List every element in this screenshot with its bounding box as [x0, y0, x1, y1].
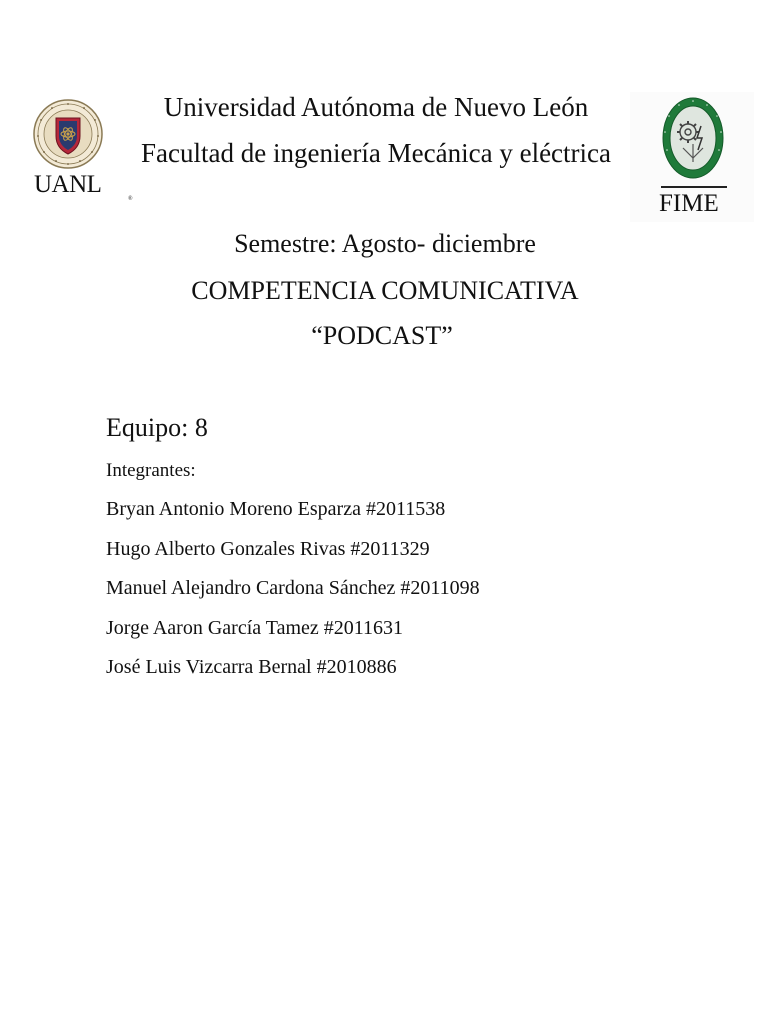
members-list	[106, 497, 480, 695]
member-item: Bryan Antonio Moreno Esparza #2011538	[106, 498, 446, 520]
team-label: Equipo: 8	[106, 413, 208, 442]
member-item: José Luis Vizcarra Bernal #2010886	[106, 656, 397, 678]
fime-wordmark: FIME	[659, 190, 719, 217]
document-title: “PODCAST”	[311, 321, 453, 350]
member-item: Jorge Aaron García Tamez #2011631	[106, 616, 404, 639]
faculty-name: Facultad de ingeniería Mecánica y eléctrica	[141, 138, 611, 168]
registered-mark: ®	[128, 196, 133, 202]
university-name: Universidad Autónoma de Nuevo León	[163, 92, 589, 122]
course-name: COMPETENCIA COMUNICATIVA	[191, 276, 579, 305]
member-item: Hugo Alberto Gonzales Rivas #2011329	[106, 537, 430, 560]
members-label: Integrantes:	[106, 460, 196, 481]
semester-line: Semestre: Agosto- diciembre	[234, 229, 536, 258]
uanl-wordmark: UANL	[34, 171, 102, 198]
fime-divider	[661, 186, 727, 188]
member-item: Manuel Alejandro Cardona Sánchez #2011098	[106, 577, 480, 599]
